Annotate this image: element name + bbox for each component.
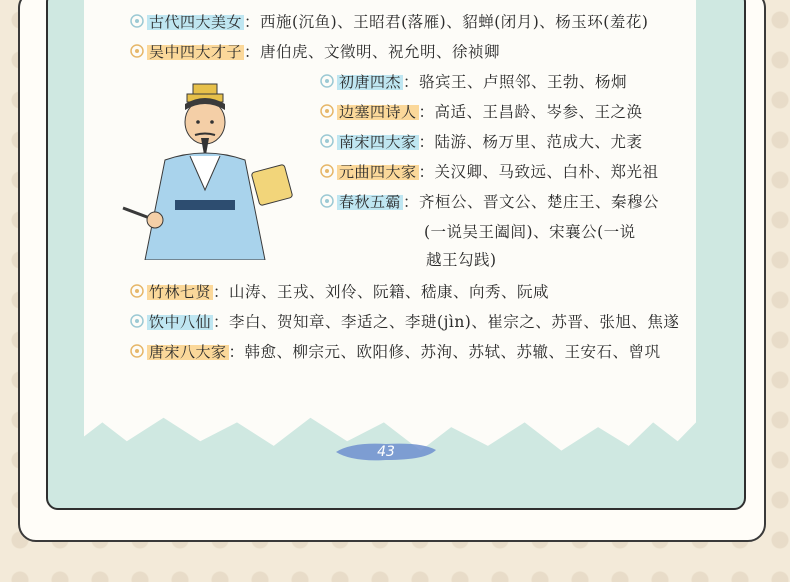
list-item xyxy=(130,40,500,62)
list-item xyxy=(130,10,648,32)
item-text-continued: (一说吴王阖闾)、宋襄公(一说 xyxy=(424,223,636,241)
item-text: ：韩愈、柳宗元、欧阳修、苏洵、苏轼、苏辙、王安石、曾巩 xyxy=(228,343,661,361)
page-number: 43 xyxy=(377,444,395,460)
item-text: ：高适、王昌龄、岑参、王之涣 xyxy=(418,103,643,121)
item-label: 饮中八仙 xyxy=(149,312,212,331)
item-label: 南宋四大家 xyxy=(339,132,417,151)
flower-icon xyxy=(320,104,334,118)
flower-icon xyxy=(130,284,144,298)
item-label: 初唐四杰 xyxy=(339,72,402,91)
list-item xyxy=(320,100,643,122)
item-text-continued: 越王勾践) xyxy=(426,251,497,269)
flower-icon xyxy=(130,314,144,328)
list-item xyxy=(320,160,659,182)
item-text: ：陆游、杨万里、范成大、尤袤 xyxy=(418,133,643,151)
item-text: ：山涛、王戎、刘伶、阮籍、嵇康、向秀、阮咸 xyxy=(213,283,550,301)
item-label: 吴中四大才子 xyxy=(149,42,243,61)
list-item xyxy=(130,280,549,302)
scholar-illustration xyxy=(115,80,295,260)
flower-icon xyxy=(130,344,144,358)
item-text: ：李白、贺知章、李适之、李琎(jìn)、崔宗之、苏晋、张旭、焦遂 xyxy=(213,313,680,331)
list-item xyxy=(320,70,627,92)
list-item xyxy=(130,310,679,332)
item-text: ：西施(沉鱼)、王昭君(落雁)、貂蝉(闭月)、杨玉环(羞花) xyxy=(244,13,649,31)
item-text: ：骆宾王、卢照邻、王勃、杨炯 xyxy=(403,73,628,91)
item-label: 唐宋八大家 xyxy=(149,342,227,361)
flower-icon xyxy=(130,44,144,58)
flower-icon xyxy=(320,164,334,178)
flower-icon xyxy=(320,134,334,148)
list-item xyxy=(320,190,659,212)
list-item xyxy=(320,130,643,152)
item-text: ：齐桓公、晋文公、楚庄王、秦穆公 xyxy=(403,193,660,211)
item-label: 边塞四诗人 xyxy=(339,102,417,121)
flower-icon xyxy=(130,14,144,28)
item-label: 竹林七贤 xyxy=(149,282,212,301)
item-label: 古代四大美女 xyxy=(149,12,243,31)
item-text: ：关汉卿、马致远、白朴、郑光祖 xyxy=(418,163,659,181)
flower-icon xyxy=(320,194,334,208)
list-item xyxy=(130,340,661,362)
page-number-badge xyxy=(332,438,440,466)
item-label: 元曲四大家 xyxy=(339,162,417,181)
item-label: 春秋五霸 xyxy=(339,192,402,211)
item-text: ：唐伯虎、文徵明、祝允明、徐祯卿 xyxy=(244,43,501,61)
flower-icon xyxy=(320,74,334,88)
